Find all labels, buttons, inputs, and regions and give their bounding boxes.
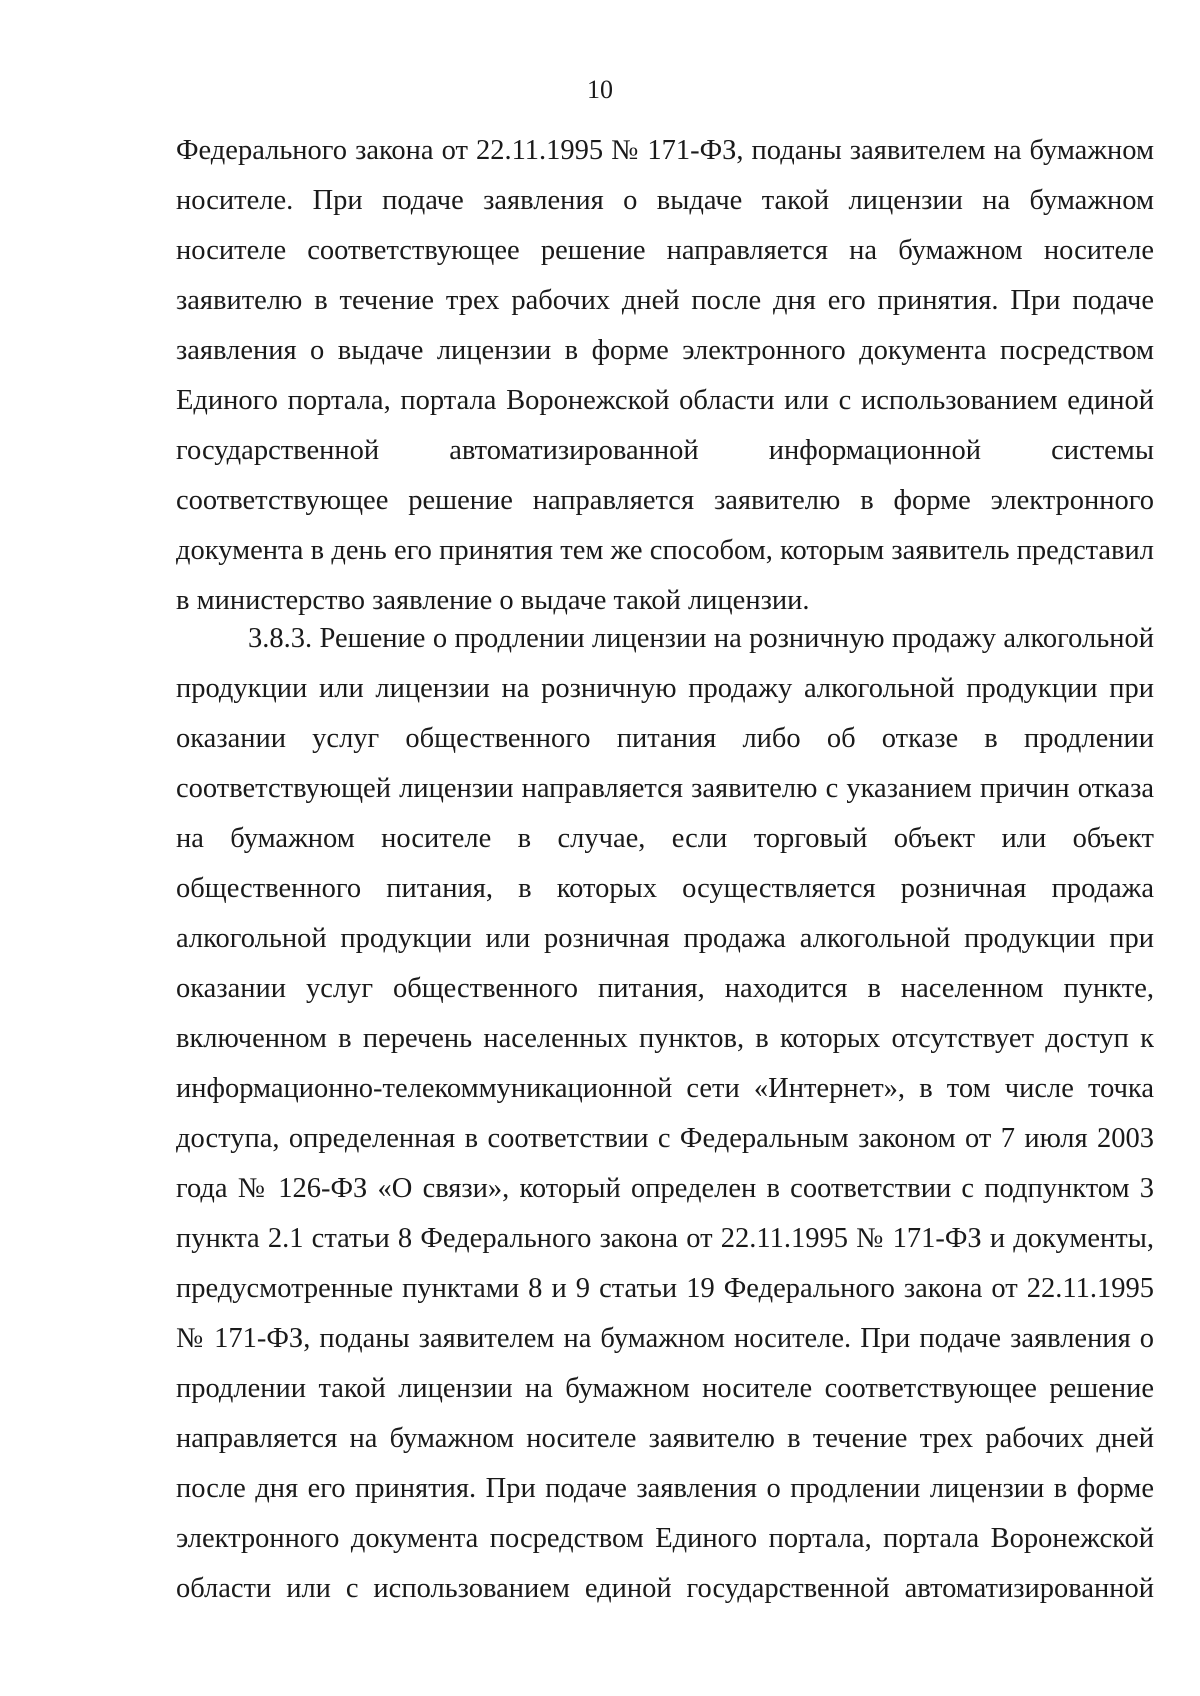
text-line: предусмотренные пунктами 8 и 9 статьи 19 Федерального закона от 22.11.1995 — [176, 1273, 1154, 1304]
text-line: на бумажном носителе в случае, если торговый объект или объект — [176, 823, 1154, 854]
text-line: пункта 2.1 статьи 8 Федерального закона от 22.11.1995 № 171-ФЗ и документы, — [176, 1223, 1154, 1254]
text-line: заявителю в течение трех рабочих дней после дня его принятия. При подаче — [176, 285, 1154, 316]
text-line: продлении такой лицензии на бумажном носителе соответствующее решение — [176, 1373, 1154, 1404]
text-line: оказании услуг общественного питания либо об отказе в продлении — [176, 723, 1154, 754]
text-line: года № 126-ФЗ «О связи», который определен в соответствии с подпунктом 3 — [176, 1173, 1154, 1204]
text-line: направляется на бумажном носителе заявителю в течение трех рабочих дней — [176, 1423, 1154, 1454]
text-line: доступа, определенная в соответствии с Федеральным законом от 7 июля 2003 — [176, 1123, 1154, 1154]
text-line: оказании услуг общественного питания, находится в населенном пункте, — [176, 973, 1154, 1004]
text-line: заявления о выдаче лицензии в форме электронного документа посредством — [176, 335, 1154, 366]
text-line: государственной автоматизированной информационной системы — [176, 435, 1154, 466]
page-number: 10 — [587, 75, 613, 104]
text-line: Единого портала, портала Воронежской области или с использованием единой — [176, 385, 1154, 416]
text-line: Федерального закона от 22.11.1995 № 171-ФЗ, поданы заявителем на бумажном — [176, 135, 1154, 166]
text-line: в министерство заявление о выдаче такой лицензии. — [176, 585, 810, 616]
text-line: включенном в перечень населенных пунктов, в которых отсутствует доступ к — [176, 1023, 1154, 1054]
paragraph-continuation — [176, 126, 1154, 626]
text-line: носителе соответствующее решение направляется на бумажном носителе — [176, 235, 1154, 266]
text-line: документа в день его принятия тем же способом, которым заявитель представил — [176, 535, 1154, 566]
text-line: общественного питания, в которых осуществляется розничная продажа — [176, 873, 1154, 904]
text-line: информационно-телекоммуникационной сети «Интернет», в том числе точка — [176, 1073, 1154, 1104]
text-line: алкогольной продукции или розничная продажа алкогольной продукции при — [176, 923, 1154, 954]
text-line: соответствующее решение направляется заявителю в форме электронного — [176, 485, 1154, 516]
text-line: 3.8.3. Решение о продлении лицензии на розничную продажу алкогольной — [248, 623, 1154, 654]
text-line: соответствующей лицензии направляется заявителю с указанием причин отказа — [176, 773, 1154, 804]
paragraph-3-8-3 — [176, 614, 1154, 1614]
text-line: после дня его принятия. При подаче заявления о продлении лицензии в форме — [176, 1473, 1154, 1504]
text-line: № 171-ФЗ, поданы заявителем на бумажном носителе. При подаче заявления о — [176, 1323, 1154, 1354]
text-line: электронного документа посредством Единого портала, портала Воронежской — [176, 1523, 1154, 1554]
text-line: продукции или лицензии на розничную продажу алкогольной продукции при — [176, 673, 1154, 704]
text-line: области или с использованием единой государственной автоматизированной — [176, 1573, 1154, 1604]
text-line: носителе. При подаче заявления о выдаче такой лицензии на бумажном — [176, 185, 1154, 216]
